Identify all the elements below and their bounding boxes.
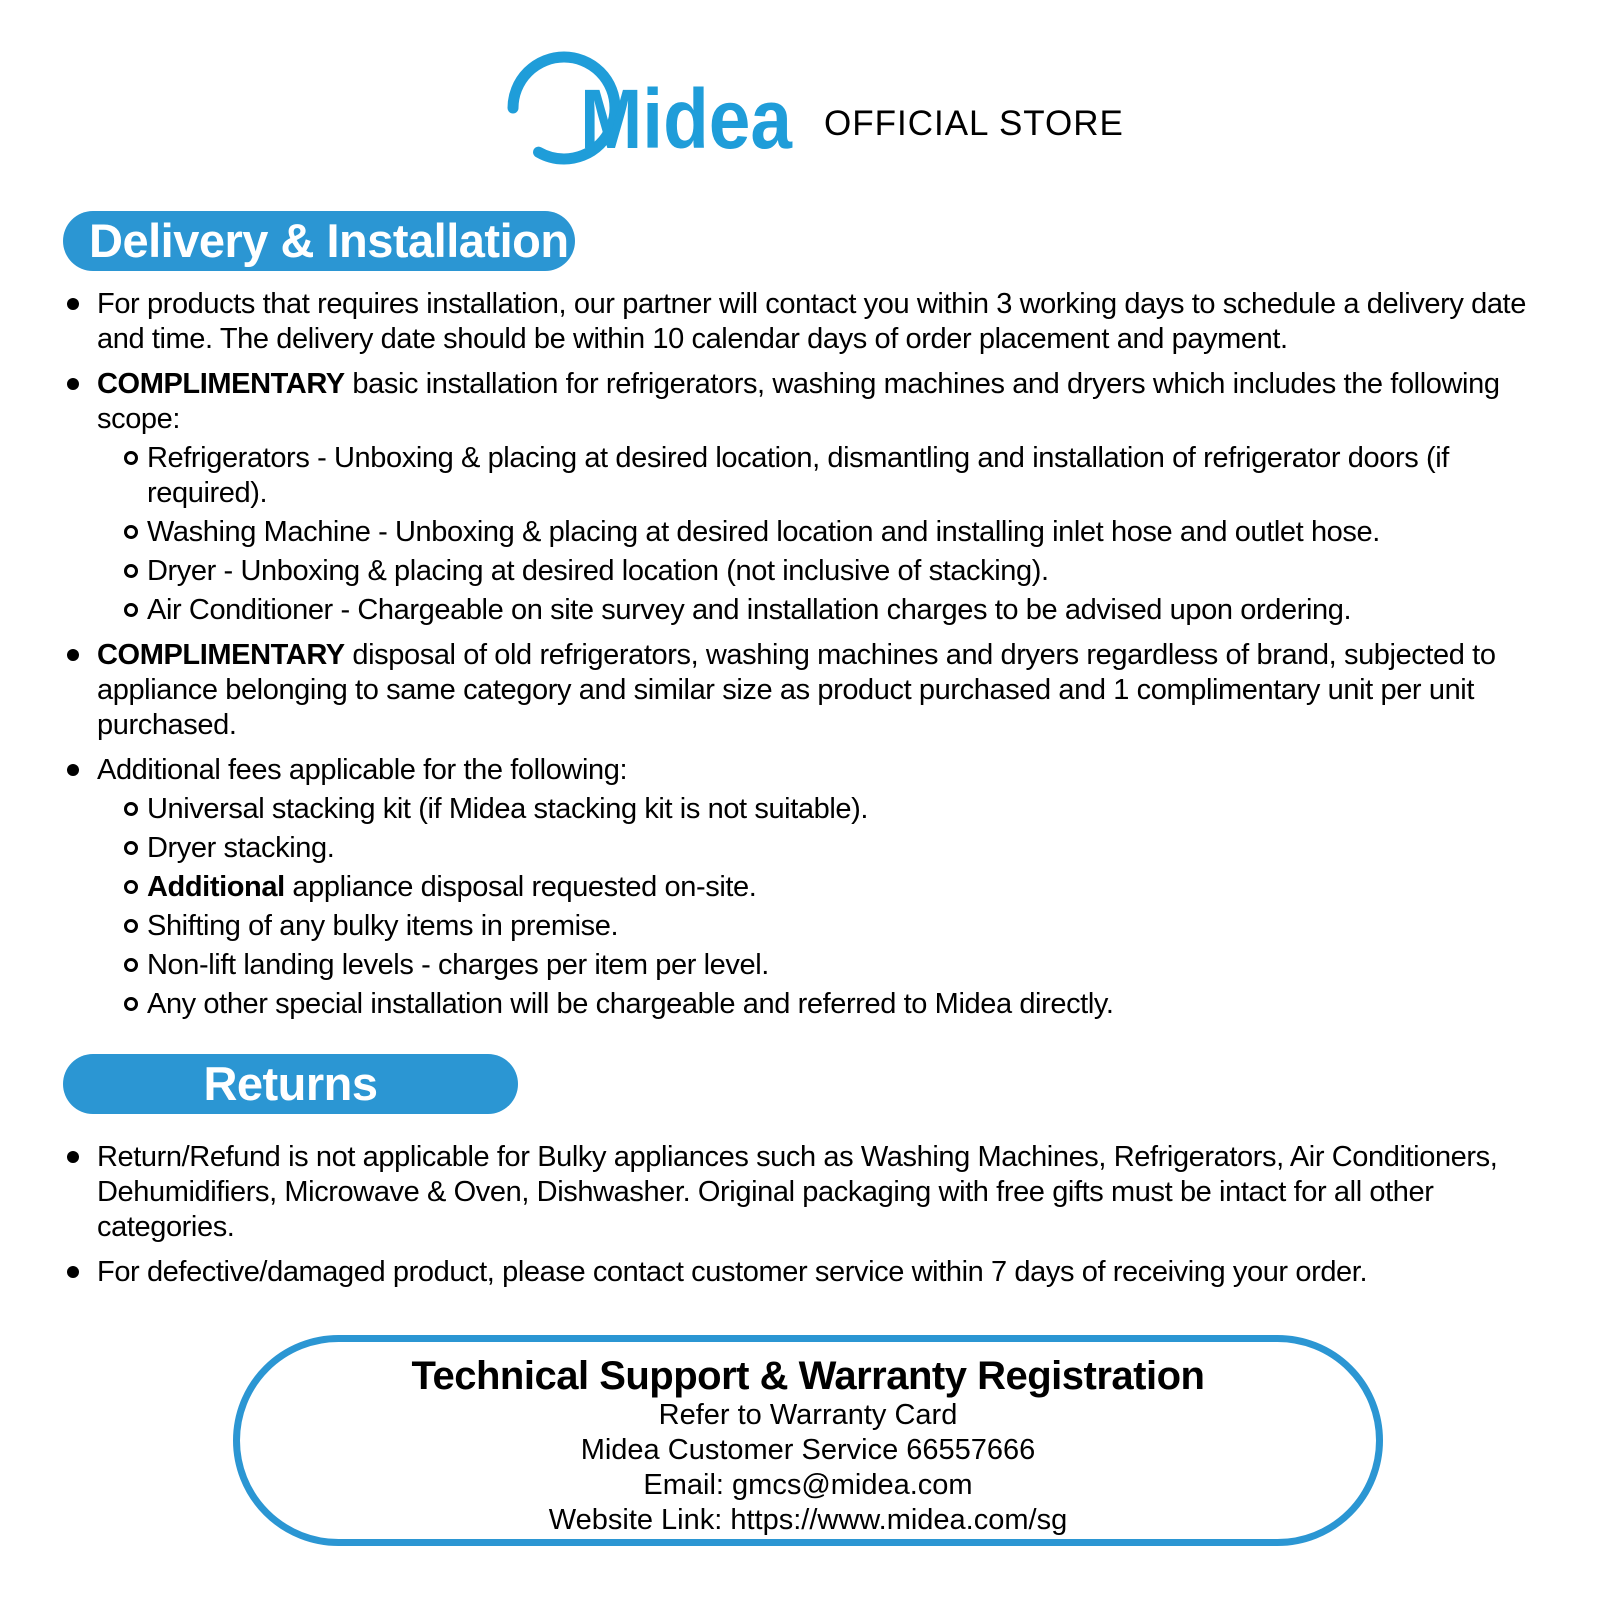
sublist-item-text: Refrigerators - Unboxing & placing at desired location, dismantling and installation of refrigerator doors (if required). (147, 442, 1449, 509)
returns-list (67, 1140, 1547, 1300)
list-item-text: Additional fees applicable for the following: (97, 754, 628, 786)
support-phone-line: Midea Customer Service 66557666 (580, 1434, 1036, 1466)
list-item (67, 638, 1547, 743)
list-item (67, 1140, 1547, 1245)
sublist-item-text: Non-lift landing levels - charges per item per level. (147, 949, 769, 981)
list-item-bold-text: COMPLIMENTARY (97, 639, 345, 671)
official-store-label: OFFICIAL STORE (824, 104, 1124, 143)
delivery-scope-sublist (124, 441, 1547, 628)
section-title-delivery-installation: Delivery & Installation (63, 211, 575, 271)
sublist-item-text: Dryer stacking. (147, 832, 335, 864)
support-warranty-line: Refer to Warranty Card (658, 1399, 958, 1431)
sublist-item-bold-text: Additional (147, 871, 285, 903)
bullet-circle-icon (124, 564, 138, 578)
midea-logo (448, 42, 818, 177)
sublist-item (124, 870, 1547, 905)
sublist-item-text: Universal stacking kit (if Midea stacking kit is not suitable). (147, 793, 869, 825)
delivery-installation-list (67, 287, 1547, 1032)
sublist-item (124, 792, 1547, 827)
list-item-bold-text: COMPLIMENTARY (97, 368, 345, 400)
sublist-item-text: Any other special installation will be chargeable and referred to Midea directly. (147, 988, 1114, 1020)
support-box-title: Technical Support & Warranty Registration (411, 1354, 1205, 1398)
bullet-dot-icon (67, 378, 79, 390)
sublist-item (124, 554, 1547, 589)
bullet-circle-icon (124, 919, 138, 933)
bullet-circle-icon (124, 997, 138, 1011)
bullet-dot-icon (67, 764, 79, 776)
sublist-item (124, 593, 1547, 628)
support-email-line: Email: gmcs@midea.com (643, 1469, 973, 1501)
list-item (67, 367, 1547, 628)
list-item-text: disposal of old refrigerators, washing machines and dryers regardless of brand, subjected to appliance belonging to same category and similar size as product purchased and 1 complimentary unit per unit purchased. (97, 639, 1496, 741)
list-item-text: Return/Refund is not applicable for Bulky appliances such as Washing Machines, Refrigerators, Air Conditioners, Dehumidifiers, Microwave & Oven, Dishwasher. Original packaging with free gifts must be intact for all other categories. (97, 1141, 1498, 1243)
list-item (67, 287, 1547, 357)
bullet-circle-icon (124, 525, 138, 539)
bullet-dot-icon (67, 649, 79, 661)
bullet-circle-icon (124, 958, 138, 972)
section-title-returns: Returns (63, 1054, 518, 1114)
list-item (67, 1255, 1547, 1290)
sublist-item (124, 987, 1547, 1022)
bullet-circle-icon (124, 603, 138, 617)
technical-support-box (233, 1335, 1383, 1546)
sublist-item-text: Shifting of any bulky items in premise. (147, 910, 619, 942)
sublist-item (124, 948, 1547, 983)
sublist-item-text: appliance disposal requested on-site. (284, 871, 757, 903)
sublist-item-text: Washing Machine - Unboxing & placing at desired location and installing inlet hose and outlet hose. (147, 516, 1380, 548)
sublist-item-text: Air Conditioner - Chargeable on site survey and installation charges to be advised upon ordering. (147, 594, 1352, 626)
additional-fees-sublist (124, 792, 1547, 1022)
midea-logo-wordmark: Midea (580, 72, 794, 166)
bullet-circle-icon (124, 880, 138, 894)
list-item-text: For defective/damaged product, please contact customer service within 7 days of receiving your order. (97, 1256, 1368, 1288)
bullet-dot-icon (67, 1151, 79, 1163)
sublist-item (124, 909, 1547, 944)
bullet-dot-icon (67, 1266, 79, 1278)
sublist-item (124, 441, 1547, 511)
list-item-text: basic installation for refrigerators, washing machines and dryers which includes the following scope: (97, 368, 1500, 435)
sublist-item (124, 515, 1547, 550)
bullet-circle-icon (124, 841, 138, 855)
bullet-circle-icon (124, 451, 138, 465)
bullet-dot-icon (67, 298, 79, 310)
list-item (67, 753, 1547, 1022)
sublist-item-text: Dryer - Unboxing & placing at desired location (not inclusive of stacking). (147, 555, 1049, 587)
list-item-text: For products that requires installation, our partner will contact you within 3 working days to schedule a delivery date and time. The delivery date should be within 10 calendar days of order placement and payment. (97, 288, 1526, 355)
support-website-line: Website Link: https://www.midea.com/sg (548, 1504, 1068, 1536)
bullet-circle-icon (124, 802, 138, 816)
sublist-item (124, 831, 1547, 866)
